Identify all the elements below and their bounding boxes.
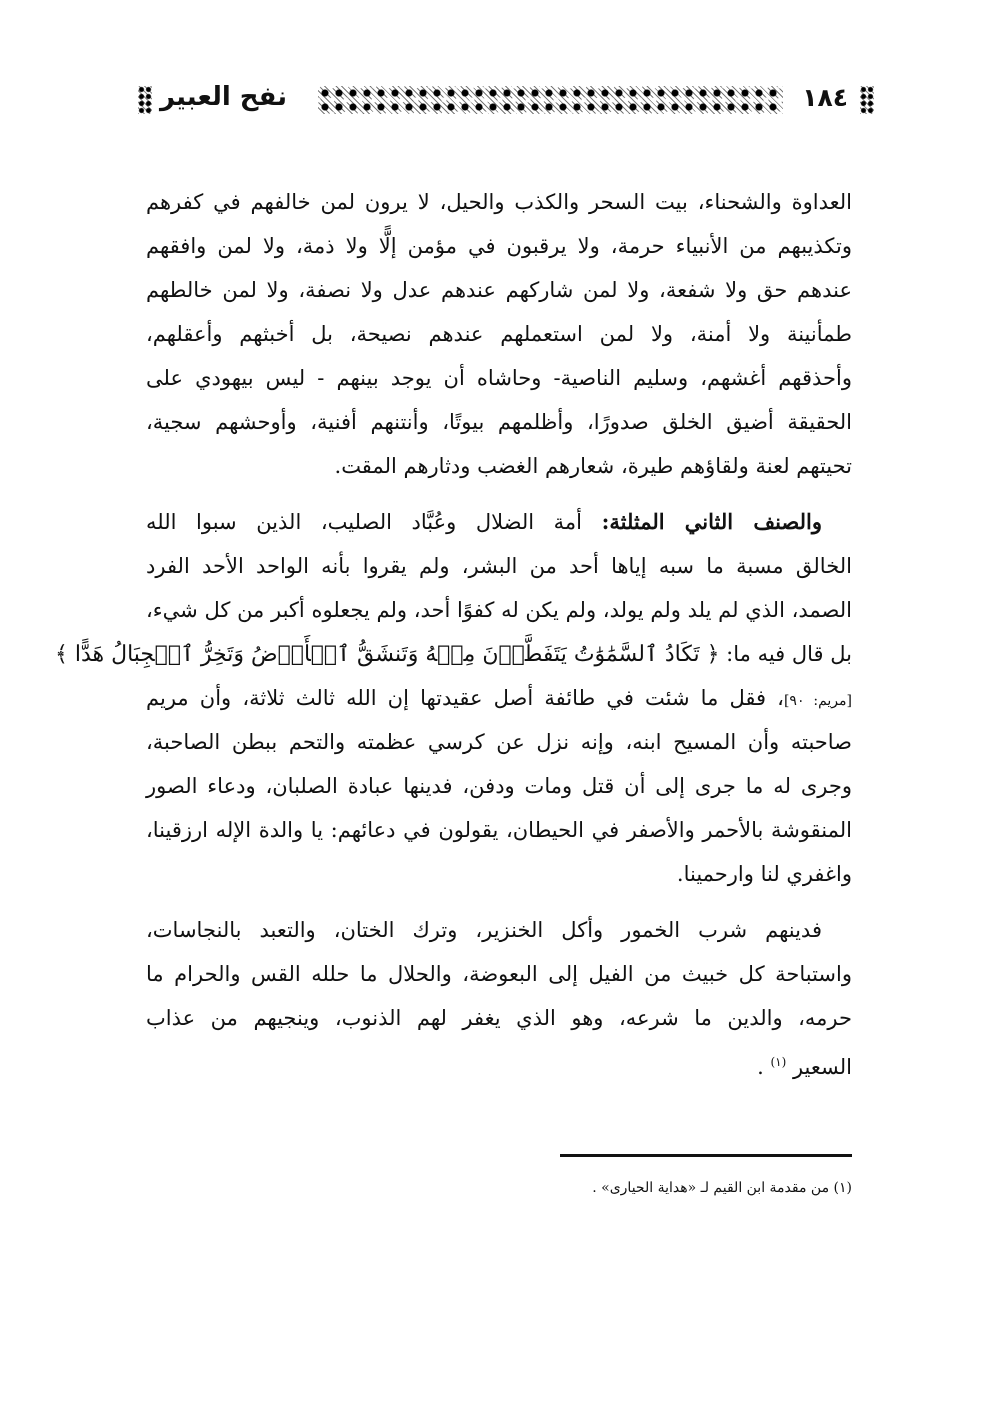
text-run: السعير — [792, 1055, 852, 1079]
text-line: وأحذقهم أغشهم، وسليم الناصية- وحاشاه أن يوجد بينهم - ليس بيهودي على — [146, 366, 852, 390]
footnote: (١) من مقدمة ابن القيم لـ «هداية الحيارى» . — [592, 1180, 852, 1196]
footnote-divider — [560, 1154, 852, 1157]
text-line: فدينهم شرب الخمور وأكل الخنزير، وترك الختان، والتعبد بالنجاسات، — [146, 918, 822, 942]
decorative-band — [318, 86, 783, 114]
text-line: الخالق مسبة ما سبه إياها أحد من البشر، ولم يقروا بأنه الواحد الأحد الفرد — [146, 554, 852, 578]
page-number: ١٨٤ — [802, 83, 848, 112]
ornament-icon — [860, 86, 874, 114]
text-line: حرمه، والدين ما شرعه، وهو الذي يغفر لهم الذنوب، وينجيهم من عذاب — [146, 1006, 852, 1030]
paragraph-2 — [54, 500, 852, 896]
text-line — [146, 500, 852, 544]
text-line: المنقوشة بالأحمر والأصفر في الحيطان، يقولون في دعائهم: يا والدة الإله ارزقينا، — [146, 818, 852, 842]
paragraph-1 — [146, 180, 852, 488]
page-body — [54, 180, 852, 1084]
text-line: واغفري لنا وارحمينا. — [676, 862, 852, 886]
text-run: أمة الضلال وعُبَّاد الصليب، الذين سبوا الله — [146, 510, 583, 534]
book-title: نفح العبير — [160, 82, 288, 112]
text-run: بل قال فيه ما: — [726, 642, 852, 666]
verse-citation: [مريم: ٩٠] — [783, 693, 852, 709]
text-line: وتكذيبهم من الأنبياء حرمة، ولا يرقبون في مؤمن إلًّا ولا ذمة، ولا لمن وافقهم — [146, 234, 852, 258]
text-line — [146, 1040, 852, 1084]
text-line: الحقيقة أضيق الخلق صدورًا، وأظلمهم بيوتًا، وأنتنهم أفنية، وأوحشهم سجية، — [146, 410, 852, 434]
ornament-icon — [138, 86, 152, 114]
text-line — [54, 632, 852, 676]
text-line: وجرى له ما جرى إلى أن قتل ومات ودفن، فدينها عبادة الصلبان، ودعاء الصور — [146, 774, 852, 798]
paragraph-3 — [146, 908, 852, 1084]
running-header — [138, 84, 874, 118]
text-line — [146, 676, 852, 720]
text-line: واستباحة كل خبيث من الفيل إلى البعوضة، والحلال ما حلله القس والحرام ما — [146, 962, 852, 986]
text-line: الصمد، الذي لم يلد ولم يولد، ولم يكن له كفوًا أحد، ولم يجعلوه أكبر من كل شيء، — [146, 598, 852, 622]
text-run: . — [757, 1055, 764, 1079]
text-line: العداوة والشحناء، بيت السحر والكذب والحيل، لا يرون لمن خالفهم في كفرهم — [146, 190, 852, 214]
footnote-reference[interactable]: (١) — [770, 1055, 787, 1069]
section-heading: والصنف الثاني المثلثة: — [601, 509, 822, 534]
text-run: ، فقل ما شئت في طائفة أصل عقيدتها إن الله ثالث ثلاثة، وأن مريم — [146, 686, 784, 710]
quran-verse: ﴿ تَكَادُ ٱلسَّمَٰوَٰتُ يَتَفَطَّرۡنَ مِنۡهُ وَتَنشَقُّ ٱلۡأَرۡضُ وَتَخِرُّ ٱلۡجِبَالُ هَدًّا ﴾ — [54, 642, 720, 667]
text-line: عندهم حق ولا شفعة، ولا لمن شاركهم عندهم عدل ولا نصفة، ولا لمن خالطهم — [146, 278, 852, 302]
text-line: صاحبته وأن المسيح ابنه، وإنه نزل عن كرسي عظمته والتحم ببطن الصاحبة، — [146, 730, 852, 754]
text-line: طمأنينة ولا أمنة، ولا لمن استعملهم عندهم نصيحة، بل أخبثهم وأعقلهم، — [146, 322, 852, 346]
text-line: تحيتهم لعنة ولقاؤهم طيرة، شعارهم الغضب ودثارهم المقت. — [334, 454, 852, 478]
